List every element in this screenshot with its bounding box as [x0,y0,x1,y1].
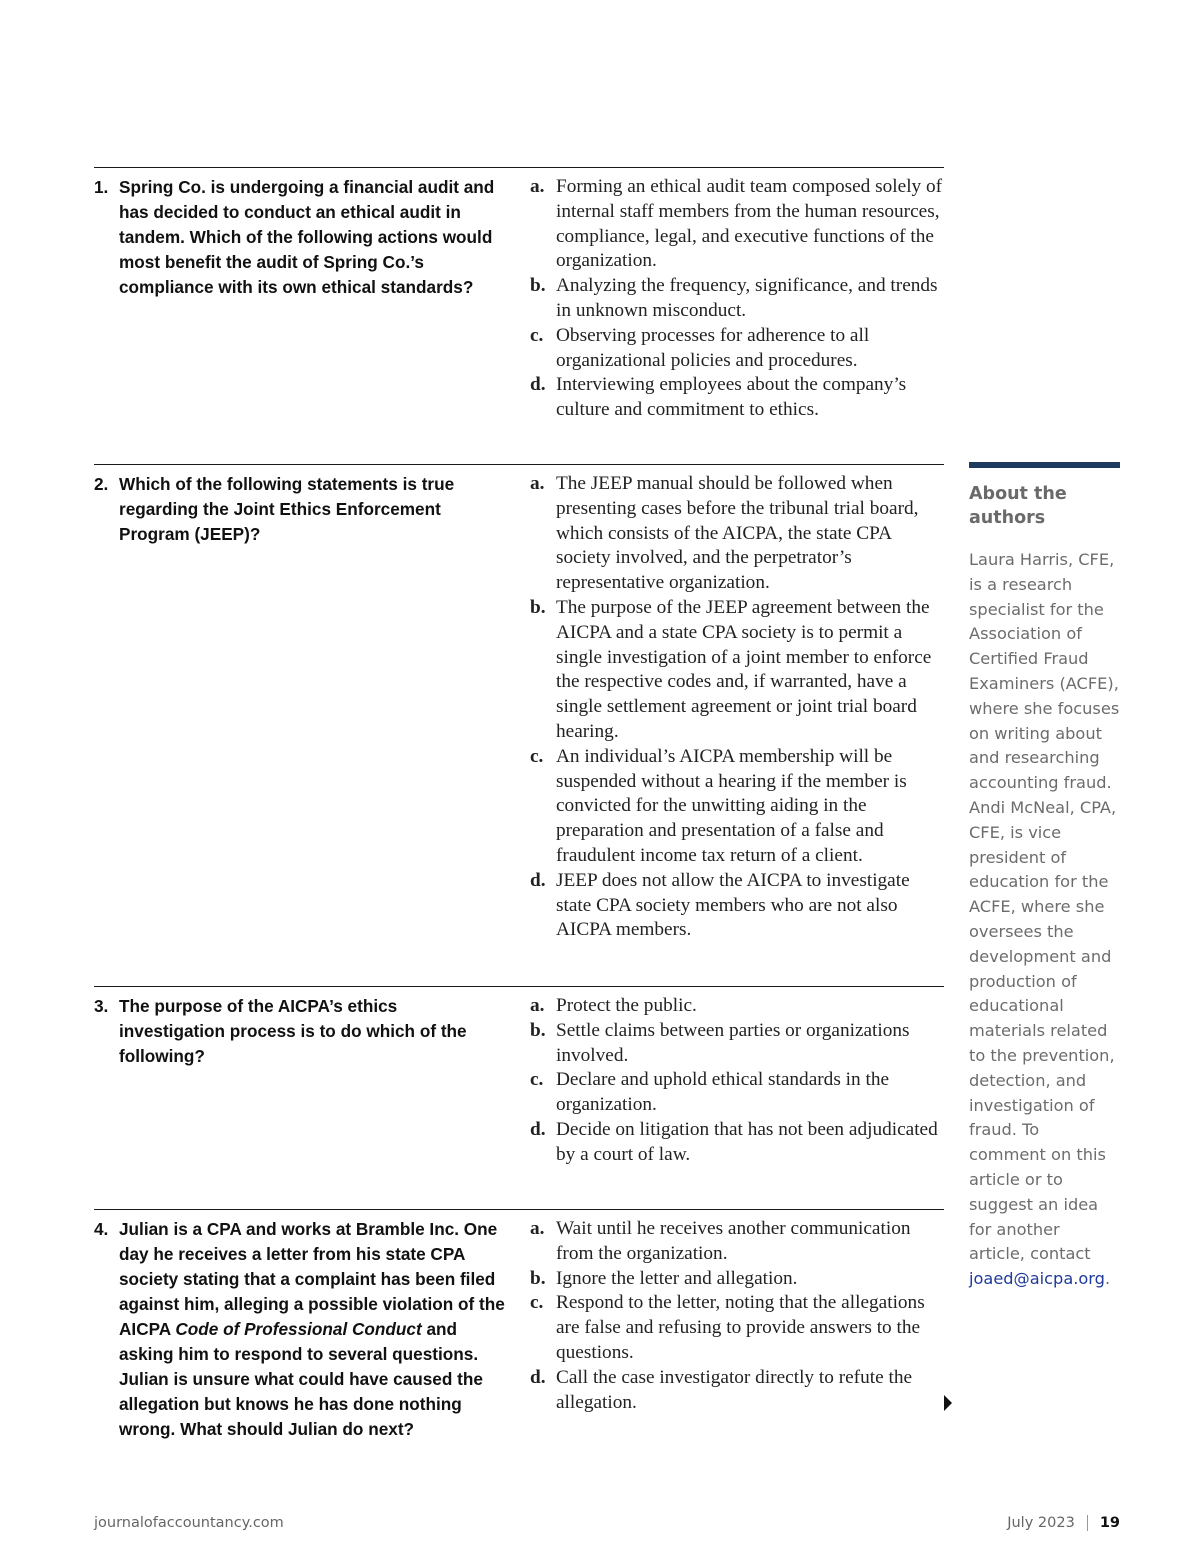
option-a: a. The JEEP manual should be followed when presenting cases before the tribunal trial board, which consists of the AICPA, the state CPA society involved, and the perpetrator’s representative organization. [530,473,919,594]
option-a: a. Protect the public. [530,995,697,1016]
about-authors-sidebar [969,462,1120,1292]
question-text: Which of the following statements is true regarding the Joint Ethics Enforcement Program (JEEP)? [119,474,455,544]
sidebar-title: About the authors [969,484,1067,528]
option-c: c. Observing processes for adherence to all organizational policies and procedures. [530,324,870,371]
option-c: c. Declare and uphold ethical standards in the organization. [530,1069,890,1116]
question-4 [94,1210,506,1450]
footer-divider [1087,1515,1088,1531]
option-a: a. Wait until he receives another communication from the organization. [530,1218,911,1264]
option-b: b. Settle claims between parties or organizations involved. [530,1019,910,1066]
question-block-3 [94,986,944,1203]
options-2 [530,465,944,943]
sidebar-body: Laura Harris, CFE, is a research specialist for the Association of Certified Fraud Examiners (ACFE), where she focuses on writing about and researching accounting fraud. Andi McNeal, CPA, CFE, is vice president of education for the ACFE, where she oversees the development and production of educational materials related to the prevention, detection, and investigation of fraud. To comment on this article or to suggest an idea for another article, contact joaed@aicpa.org. [969,550,1120,1289]
contact-email-link[interactable]: joaed@aicpa.org [969,1269,1105,1289]
option-c: c. An individual’s AICPA membership will be suspended without a hearing if the member is convicted for the unwitting aiding in the preparation and presentation of a false and fraudulent income tax return of a client. [530,745,907,866]
question-number: 3. [94,996,109,1016]
footer-page-info [1007,1515,1120,1531]
question-text: The purpose of the AICPA’s ethics investigation process is to do which of the following? [119,996,467,1066]
footer-date: July 2023 [1007,1515,1075,1531]
page-number: 19 [1099,1515,1120,1531]
option-c: c. Respond to the letter, noting that the allegations are false and refusing to provide answers to the questions. [530,1292,925,1363]
footer-website[interactable]: journalofaccountancy.com [94,1515,284,1531]
question-block-1 [94,167,944,458]
option-b: b. Analyzing the frequency, significance, and trends in unknown misconduct. [530,275,938,321]
question-1 [94,168,506,458]
question-block-2 [94,464,944,980]
question-2 [94,465,506,980]
option-b: b. Ignore the letter and allegation. [530,1267,798,1289]
option-d: d. Decide on litigation that has not been adjudicated by a court of law. [530,1118,938,1165]
option-d: d. Interviewing employees about the company’s culture and commitment to ethics. [530,374,907,421]
question-number: 2. [94,474,109,494]
code-title-italic: Code of Professional Conduct [175,1319,422,1339]
question-3 [94,987,506,1203]
options-4 [530,1210,944,1415]
options-3 [530,987,944,1168]
question-text: Spring Co. is undergoing a financial audit and has decided to conduct an ethical audit in tandem. Which of the following actions would most benefit the audit of Spring Co.’s compliance with its own ethical standards? [119,177,495,297]
question-number: 4. [94,1219,109,1239]
option-a: a. Forming an ethical audit team composed solely of internal staff members from the human resources, compliance, legal, and executive functions of the organization. [530,176,943,272]
option-d: d. Call the case investigator directly to refute the allegation. [530,1366,913,1413]
question-block-4 [94,1209,944,1450]
option-b: b. The purpose of the JEEP agreement between the AICPA and a state CPA society is to permit a single investigation of a joint member to enforce the respective codes and, if warranted, have a single settlement agreement or joint trial board hearing. [530,596,932,742]
options-1 [530,168,944,423]
question-text: Julian is a CPA and works at Bramble Inc. One day he receives a letter from his state CPA society stating that a complaint has been filed against him, alleging a possible violation of the AICPA Code of Professional Conduct and asking him to respond to several questions. Julian is unsure what could have caused the allegation but knows he has done nothing wrong. What should Julian do next? [119,1219,505,1439]
continue-arrow-icon [944,1395,952,1411]
question-number: 1. [94,177,109,197]
option-d: d. JEEP does not allow the AICPA to investigate state CPA society members who are not also AICPA members. [530,869,910,941]
